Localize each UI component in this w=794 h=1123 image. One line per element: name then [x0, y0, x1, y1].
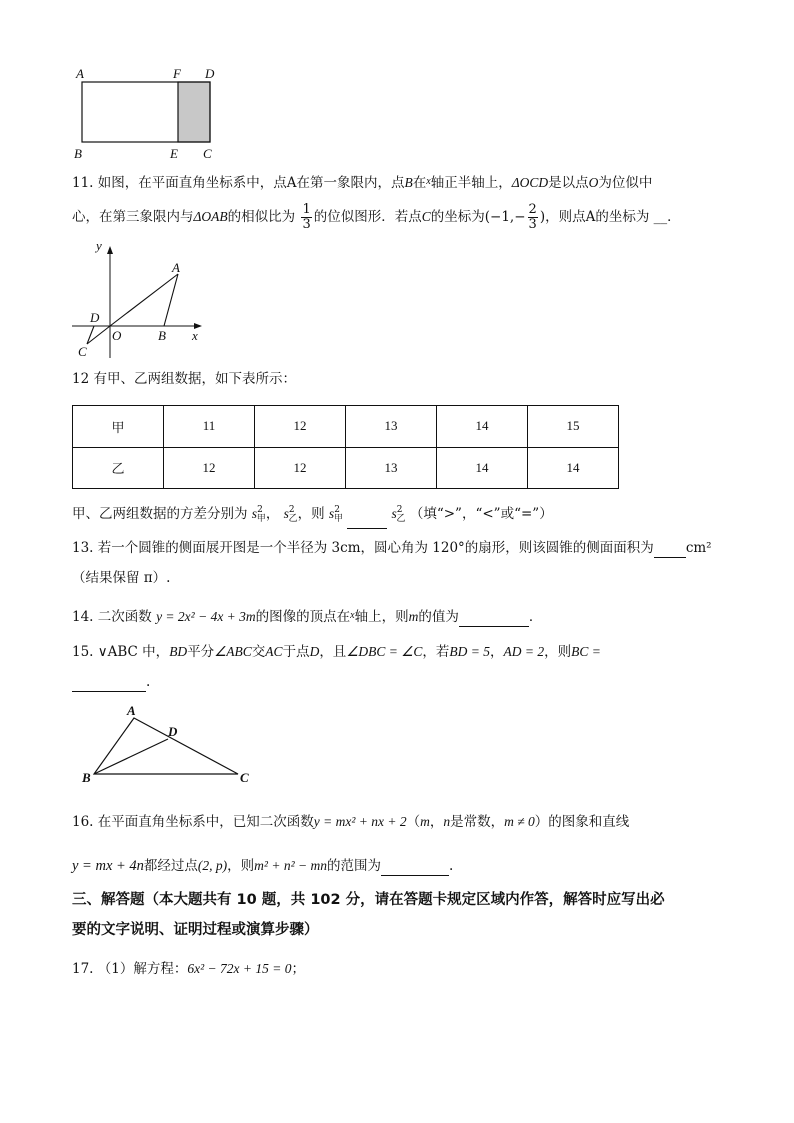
label-A: A	[172, 260, 180, 275]
label-D: D	[205, 66, 215, 81]
table-cell: 乙	[73, 447, 164, 489]
q16-line2: y = mx + 4n都经过点(2, p)，则m² + n² − mn的范围为 .	[72, 858, 454, 874]
q12-title: 12 有甲、乙两组数据，如下表所示：	[72, 371, 296, 387]
table-cell: 甲	[73, 406, 164, 448]
table-cell: 14	[436, 447, 527, 489]
label-B: B	[74, 146, 82, 161]
label-F: F	[173, 66, 181, 81]
q14-line: 14. 二次函数 y = 2x² − 4x + 3m的图像的顶点在$^x$轴上，则m的值为 ．	[72, 609, 543, 625]
q12-variance-line: 甲、乙两组数据的方差分别为 $s^2_甲$， $s^2_乙$，则 $s^2_甲$ $s^2_乙$ （填“>”，“<”或“=”）	[72, 500, 553, 529]
y-axis-arrow	[107, 246, 113, 254]
fraction-two-thirds: $\frac{2}{3}$	[528, 202, 537, 232]
answer-blank[interactable]	[654, 543, 686, 558]
segment-BD	[94, 739, 168, 774]
segment-AB	[164, 274, 178, 326]
q11-line1: 11. 如图，在平面直角坐标系中，点A在第一象限内，点B在$^x$轴正半轴上，ΔOCD是以点O为位似中	[72, 175, 653, 191]
rectangle-figure	[72, 64, 232, 164]
table-cell: 12	[254, 406, 345, 448]
table-cell: 13	[345, 447, 436, 489]
answer-blank[interactable]	[72, 677, 146, 692]
fraction-one-third: $\frac{1}{3}$	[302, 202, 311, 232]
answer-blank[interactable]	[347, 514, 387, 529]
label-O: O	[112, 328, 122, 343]
label-C: C	[78, 344, 87, 359]
q11-line2: 心，在第三象限内与ΔOAB的相似比为 $\frac{1}{3}$ 的位似图形．若点C的坐标为(−1,− $\frac{2}{3}$ )，则点A的坐标为 __．	[72, 202, 681, 232]
table-cell: 14	[436, 406, 527, 448]
section-three-heading-line1: 三、解答题（本大题共有 10 题，共 102 分，请在答题卡规定区域内作答，解答时应写出必	[72, 892, 665, 908]
table-cell: 11	[164, 406, 255, 448]
table-row	[73, 447, 619, 489]
table-cell: 13	[345, 406, 436, 448]
data-table	[72, 405, 619, 489]
triangle-figure	[78, 702, 258, 788]
label-E: E	[170, 146, 178, 161]
label-y: y	[96, 238, 102, 253]
label-C: C	[240, 770, 249, 785]
q15-line2: .	[72, 672, 150, 692]
answer-blank[interactable]	[459, 612, 529, 627]
segment-OA	[110, 274, 178, 326]
shaded-region	[178, 82, 210, 142]
table-cell: 12	[164, 447, 255, 489]
q13-line2: （结果保留 π）.	[72, 570, 171, 586]
q13-line1: 13. 若一个圆锥的侧面展开图是一个半径为 3cm，圆心角为 120°的扇形，则该圆锥的侧面面积为 cm²	[72, 540, 712, 556]
section-three-heading-line2: 要的文字说明、证明过程或演算步骤）	[72, 922, 319, 938]
coordinate-figure	[72, 238, 212, 362]
label-A: A	[127, 703, 136, 718]
label-x: x	[192, 328, 198, 343]
table-cell: 14	[527, 447, 618, 489]
label-A: A	[76, 66, 84, 81]
triangle-ABC	[94, 718, 238, 774]
label-D: D	[90, 310, 100, 325]
answer-blank[interactable]	[381, 861, 449, 876]
table-cell: 15	[527, 406, 618, 448]
q15-line1: 15. ∨ABC 中，BD平分∠ABC交AC于点D，且∠DBC = ∠C，若BD = 5，AD = 2，则BC =	[72, 644, 601, 660]
label-B: B	[158, 328, 166, 343]
q16-line1: 16. 在平面直角坐标系中，已知二次函数y = mx² + nx + 2（m，n是常数，m ≠ 0）的图象和直线	[72, 814, 630, 830]
label-B: B	[82, 770, 91, 785]
table-row	[73, 406, 619, 448]
label-D: D	[168, 724, 178, 739]
table-cell: 12	[254, 447, 345, 489]
label-C: C	[203, 146, 212, 161]
q17-line: 17. （1）解方程：6x² − 72x + 15 = 0；	[72, 961, 305, 977]
